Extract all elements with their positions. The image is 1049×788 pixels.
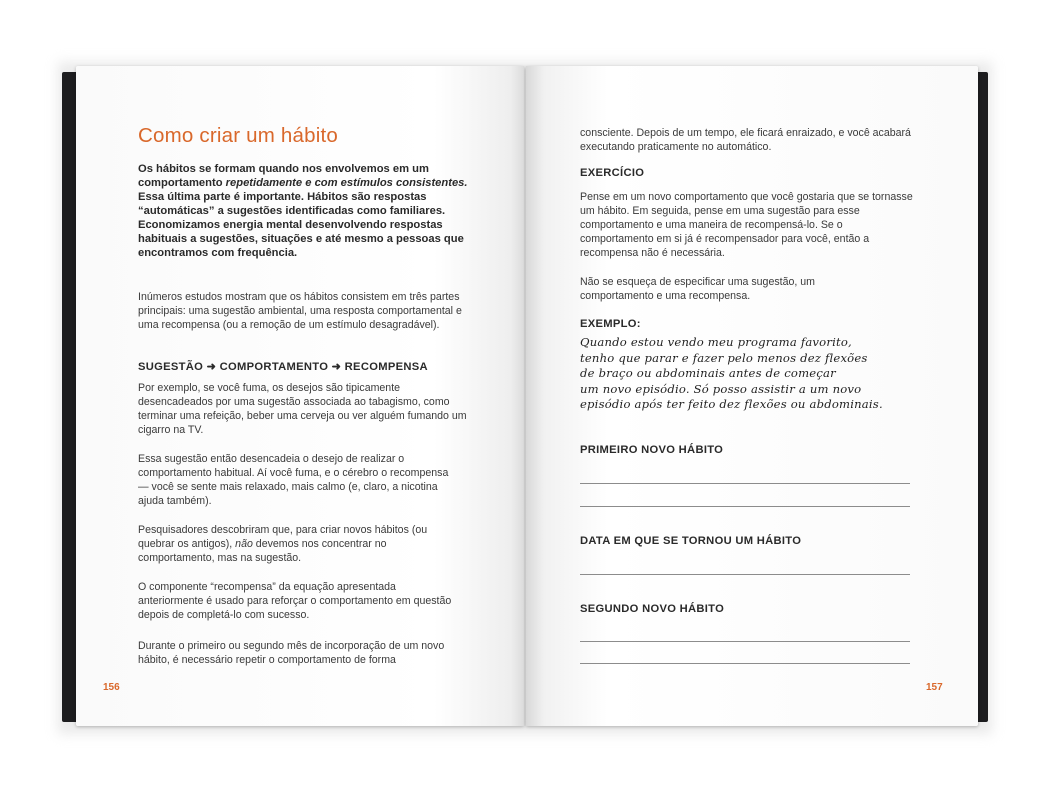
right-page	[526, 66, 978, 726]
flow-heading: SUGESTÃO ➜ COMPORTAMENTO ➜ RECOMPENSA	[138, 361, 428, 373]
text-run: Essa última parte é importante. Hábitos são respostas “automáticas” a sugestões identificadas como familiares. Economizamos energia mental desenvolvendo respostas habituais a sugestões, situações e até mesmo a pessoas que encontramos com frequência.	[138, 191, 464, 259]
continuation-text: consciente. Depois de um tempo, ele ficará enraizado, e você acabará executando praticamente no automático.	[580, 127, 911, 153]
emphasis-text: não	[235, 538, 253, 550]
first-habit-line-1[interactable]	[580, 483, 910, 484]
text-run: Os hábitos se formam quando nos envolvemos em um comportamento	[138, 163, 429, 189]
text-run: Pesquisadores descobriram que, para criar novos hábitos (ou quebrar os antigos),	[138, 524, 428, 550]
paragraph-cue-trigger: Essa sugestão então desencadeia o desejo de realizar o comportamento habitual. Aí você fuma, e o cérebro o recompensa — você se sente mais relaxado, mais calmo (e, claro, a nicotina ajuda também).	[138, 453, 449, 507]
second-habit-label: SEGUNDO NOVO HÁBITO	[580, 603, 725, 615]
paragraph-researchers	[138, 523, 458, 565]
first-habit-label: PRIMEIRO NOVO HÁBITO	[580, 444, 724, 456]
handwritten-line: episódio após ter feito dez flexões ou abdominais.	[580, 397, 883, 411]
page-title: Como criar um hábito	[138, 124, 338, 147]
lead-paragraph	[138, 162, 468, 260]
emphasis-text: repetidamente e com estímulos consistentes.	[225, 177, 468, 189]
example-heading: EXEMPLO:	[580, 318, 641, 330]
handwritten-line: um novo episódio. Só posso assistir a um novo	[580, 381, 862, 396]
paragraph-reward: O componente “recompensa” da equação apresentada anteriormente é usado para reforçar o comportamento em questão depois de completá-lo com sucesso.	[138, 581, 452, 621]
exercise-heading: EXERCÍCIO	[580, 167, 645, 179]
second-habit-line-2[interactable]	[580, 663, 910, 664]
page-number-right: 157	[926, 682, 943, 693]
handwritten-example	[580, 335, 940, 413]
text-run: devemos nos concentrar no comportamento, mas na sugestão.	[138, 538, 387, 564]
handwritten-line: de braço ou abdominais antes de começar	[580, 366, 836, 380]
handwritten-line: tenho que parar e fazer pelo menos dez flexões	[580, 350, 868, 365]
first-habit-line-2[interactable]	[580, 506, 910, 507]
paragraph-smoking-example: Por exemplo, se você fuma, os desejos são tipicamente desencadeados por uma sugestão associada ao tabagismo, como terminar uma refeição, beber uma cerveja ou ver alguém fumando um cigarro na TV.	[138, 382, 467, 436]
exercise-text: Pense em um novo comportamento que você gostaria que se tornasse um hábito. Em seguida, pense em uma sugestão para esse comportamento e uma maneira de recompensá-lo. Se o comportamento em si já é recompensador para você, então a recompensa não é necessária.	[580, 191, 913, 259]
handwritten-line: Quando estou vendo meu programa favorito,	[580, 335, 852, 349]
paragraph-habit-parts: Inúmeros estudos mostram que os hábitos consistem em três partes principais: uma sugestão ambiental, uma resposta comportamental e uma recompensa (ou a remoção de um estímulo desagradável).	[138, 291, 462, 331]
reminder-text: Não se esqueça de especificar uma sugestão, um comportamento e uma recompensa.	[580, 276, 815, 302]
second-habit-line-1[interactable]	[580, 641, 910, 642]
paragraph-first-month: Durante o primeiro ou segundo mês de incorporação de um novo hábito, é necessário repetir o comportamento de forma	[138, 640, 445, 666]
left-page	[76, 66, 524, 726]
habit-date-label: DATA EM QUE SE TORNOU UM HÁBITO	[580, 535, 802, 547]
habit-date-line[interactable]	[580, 574, 910, 575]
page-number-left: 156	[103, 682, 120, 693]
